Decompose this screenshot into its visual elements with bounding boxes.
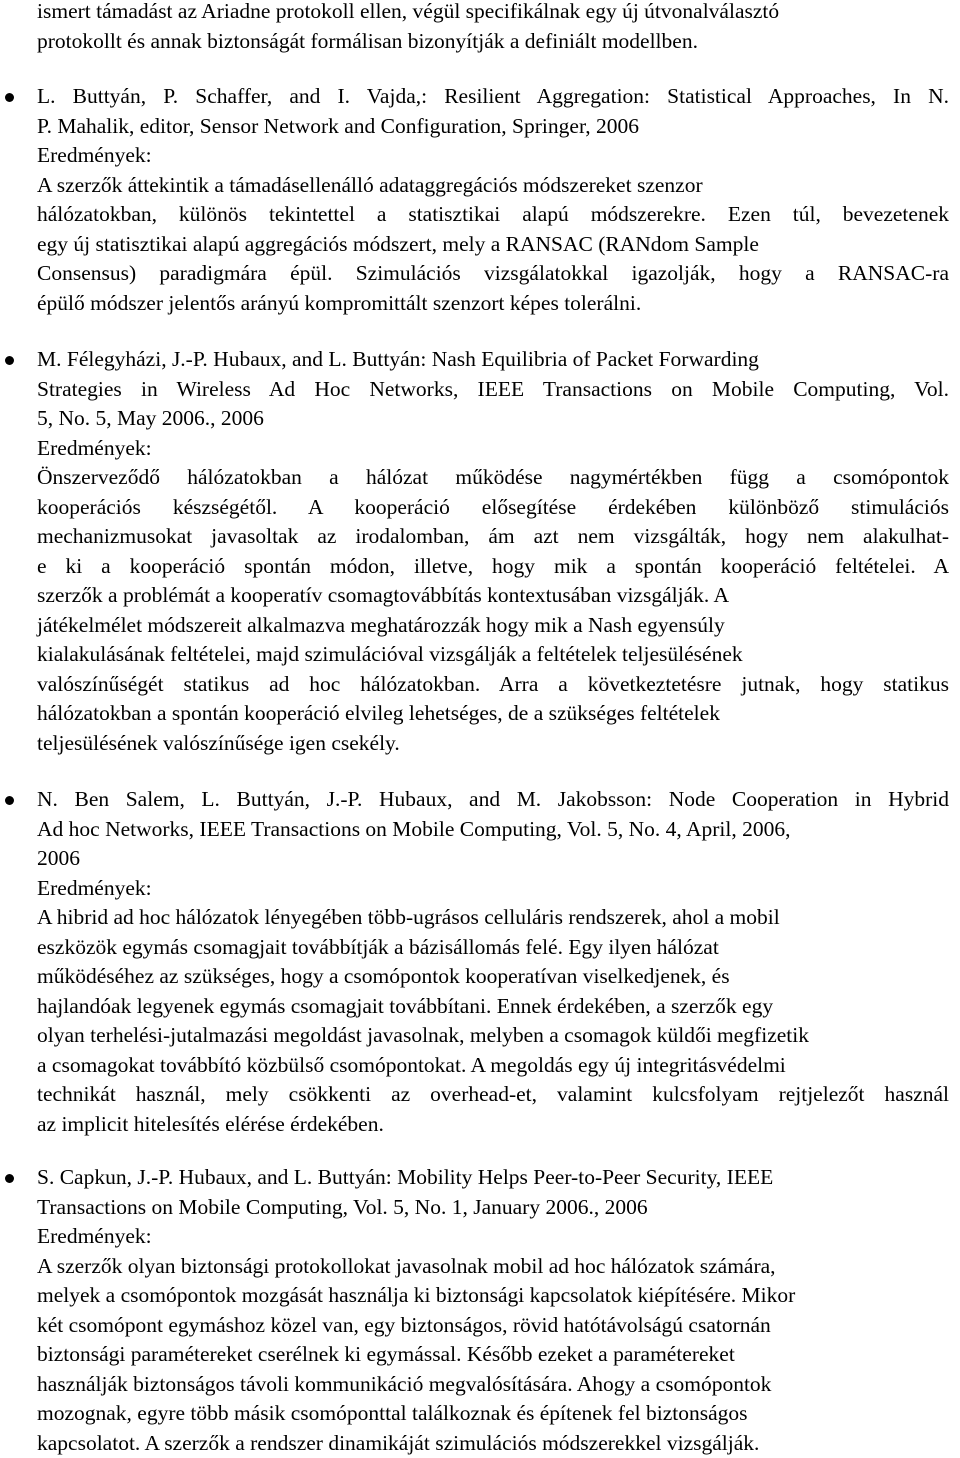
summary-line: hajlandóak legyenek egymás csomagjait továbbítani. Ennek érdekében, a szerzők egy (37, 992, 949, 1022)
summary-line: hálózatokban, különös tekintettel a statisztikai alapú módszerekre. Ezen túl, bevezetenek (37, 200, 949, 230)
summary-line: a csomagokat továbbító közbülső csomópontokat. A megoldás egy új integritásvédelmi (37, 1051, 949, 1081)
summary-line: használják biztonságos távoli kommunikáció megvalósítására. Ahogy a csomópontok (37, 1370, 949, 1400)
reference-entry-3 (37, 785, 949, 1139)
summary-line: melyek a csomópontok mozgását használja ki biztonsági kapcsolatok kiépítésére. Mikor (37, 1281, 949, 1311)
summary-line: játékelmélet módszereit alkalmazva meghatározzák hogy mik a Nash egyensúly (37, 611, 949, 641)
reference-entry-4 (37, 1163, 949, 1458)
summary-line: szerzők a problémát a kooperatív csomagtovábbítás kontextusában vizsgálják. A (37, 581, 949, 611)
summary-line: technikát használ, mely csökkenti az overhead-et, valamint kulcsfolyam rejtjelezőt használ (37, 1080, 949, 1110)
summary-line: mozognak, egyre több másik csomóponttal találkoznak és építenek fel biztonságos (37, 1399, 949, 1429)
results-label: Eredmények: (37, 434, 949, 464)
continuation-paragraph (37, 0, 947, 56)
bullet-icon (5, 93, 14, 102)
summary-line: valószínűségét statikus ad hoc hálózatokban. Arra a következtetésre jutnak, hogy statikus (37, 670, 949, 700)
summary-line: olyan terhelési-jutalmazási megoldást javasolnak, melyben a csomagok küldői megfizetik (37, 1021, 949, 1051)
summary-line: teljesülésének valószínűsége igen csekély. (37, 729, 949, 759)
reference-entry-1 (37, 82, 949, 318)
summary-line: A hibrid ad hoc hálózatok lényegében több-ugrásos celluláris rendszerek, ahol a mobil (37, 903, 949, 933)
summary-line: kapcsolatot. A szerzők a rendszer dinamikáját szimulációs módszerekkel vizsgálják. (37, 1429, 949, 1458)
text-line: ismert támadást az Ariadne protokoll ellen, végül specifikálnak egy új útvonalválasztó (37, 0, 947, 27)
citation-line: Transactions on Mobile Computing, Vol. 5, No. 1, January 2006., 2006 (37, 1193, 949, 1223)
citation-line: M. Félegyházi, J.-P. Hubaux, and L. Buttyán: Nash Equilibria of Packet Forwarding (37, 345, 949, 375)
citation-line: 5, No. 5, May 2006., 2006 (37, 404, 949, 434)
summary-line: az implicit hitelesítés elérése érdekében. (37, 1110, 949, 1140)
summary-line: Önszerveződő hálózatokban a hálózat működése nagymértékben függ a csomópontok (37, 463, 949, 493)
citation-line: L. Buttyán, P. Schaffer, and I. Vajda,: Resilient Aggregation: Statistical Approaches, In N. (37, 82, 949, 112)
citation-line: P. Mahalik, editor, Sensor Network and Configuration, Springer, 2006 (37, 112, 949, 142)
bullet-icon (5, 356, 14, 365)
citation-line: Ad hoc Networks, IEEE Transactions on Mobile Computing, Vol. 5, No. 4, April, 2006, (37, 815, 949, 845)
summary-line: két csomópont egymáshoz közel van, egy biztonságos, rövid hatótávolságú csatornán (37, 1311, 949, 1341)
results-label: Eredmények: (37, 141, 949, 171)
summary-line: hálózatokban a spontán kooperáció elvileg lehetséges, de a szükséges feltételek (37, 699, 949, 729)
summary-line: A szerzők áttekintik a támadásellenálló adataggregációs módszereket szenzor (37, 171, 949, 201)
citation-line: S. Capkun, J.-P. Hubaux, and L. Buttyán: Mobility Helps Peer-to-Peer Security, IEEE (37, 1163, 949, 1193)
reference-entry-2 (37, 345, 949, 758)
summary-line: kooperációs készségétől. A kooperáció elősegítése érdekében különböző stimulációs (37, 493, 949, 523)
summary-line: épülő módszer jelentős arányú kompromittált szenzort képes tolerálni. (37, 289, 949, 319)
citation-line: 2006 (37, 844, 949, 874)
summary-line: e ki a kooperáció spontán módon, illetve, hogy mik a spontán kooperáció feltételei. A (37, 552, 949, 582)
summary-line: biztonsági paramétereket cserélnek ki egymással. Később ezeket a paramétereket (37, 1340, 949, 1370)
summary-line: egy új statisztikai alapú aggregációs módszert, mely a RANSAC (RANdom Sample (37, 230, 949, 260)
summary-line: Consensus) paradigmára épül. Szimulációs vizsgálatokkal igazolják, hogy a RANSAC-ra (37, 259, 949, 289)
results-label: Eredmények: (37, 1222, 949, 1252)
summary-line: kialakulásának feltételei, majd szimulációval vizsgálják a feltételek teljesülésének (37, 640, 949, 670)
summary-line: mechanizmusokat javasoltak az irodalomban, ám azt nem vizsgálták, hogy nem alakulhat- (37, 522, 949, 552)
text-line: protokollt és annak biztonságát formálisan bizonyítják a definiált modellben. (37, 27, 947, 57)
summary-line: működéséhez az szükséges, hogy a csomópontok kooperatívan viselkedjenek, és (37, 962, 949, 992)
citation-line: Strategies in Wireless Ad Hoc Networks, IEEE Transactions on Mobile Computing, Vol. (37, 375, 949, 405)
summary-line: A szerzők olyan biztonsági protokollokat javasolnak mobil ad hoc hálózatok számára, (37, 1252, 949, 1282)
bullet-icon (5, 1174, 14, 1183)
citation-line: N. Ben Salem, L. Buttyán, J.-P. Hubaux, and M. Jakobsson: Node Cooperation in Hybrid (37, 785, 949, 815)
bullet-icon (5, 796, 14, 805)
results-label: Eredmények: (37, 874, 949, 904)
summary-line: eszközök egymás csomagjait továbbítják a bázisállomás felé. Egy ilyen hálózat (37, 933, 949, 963)
